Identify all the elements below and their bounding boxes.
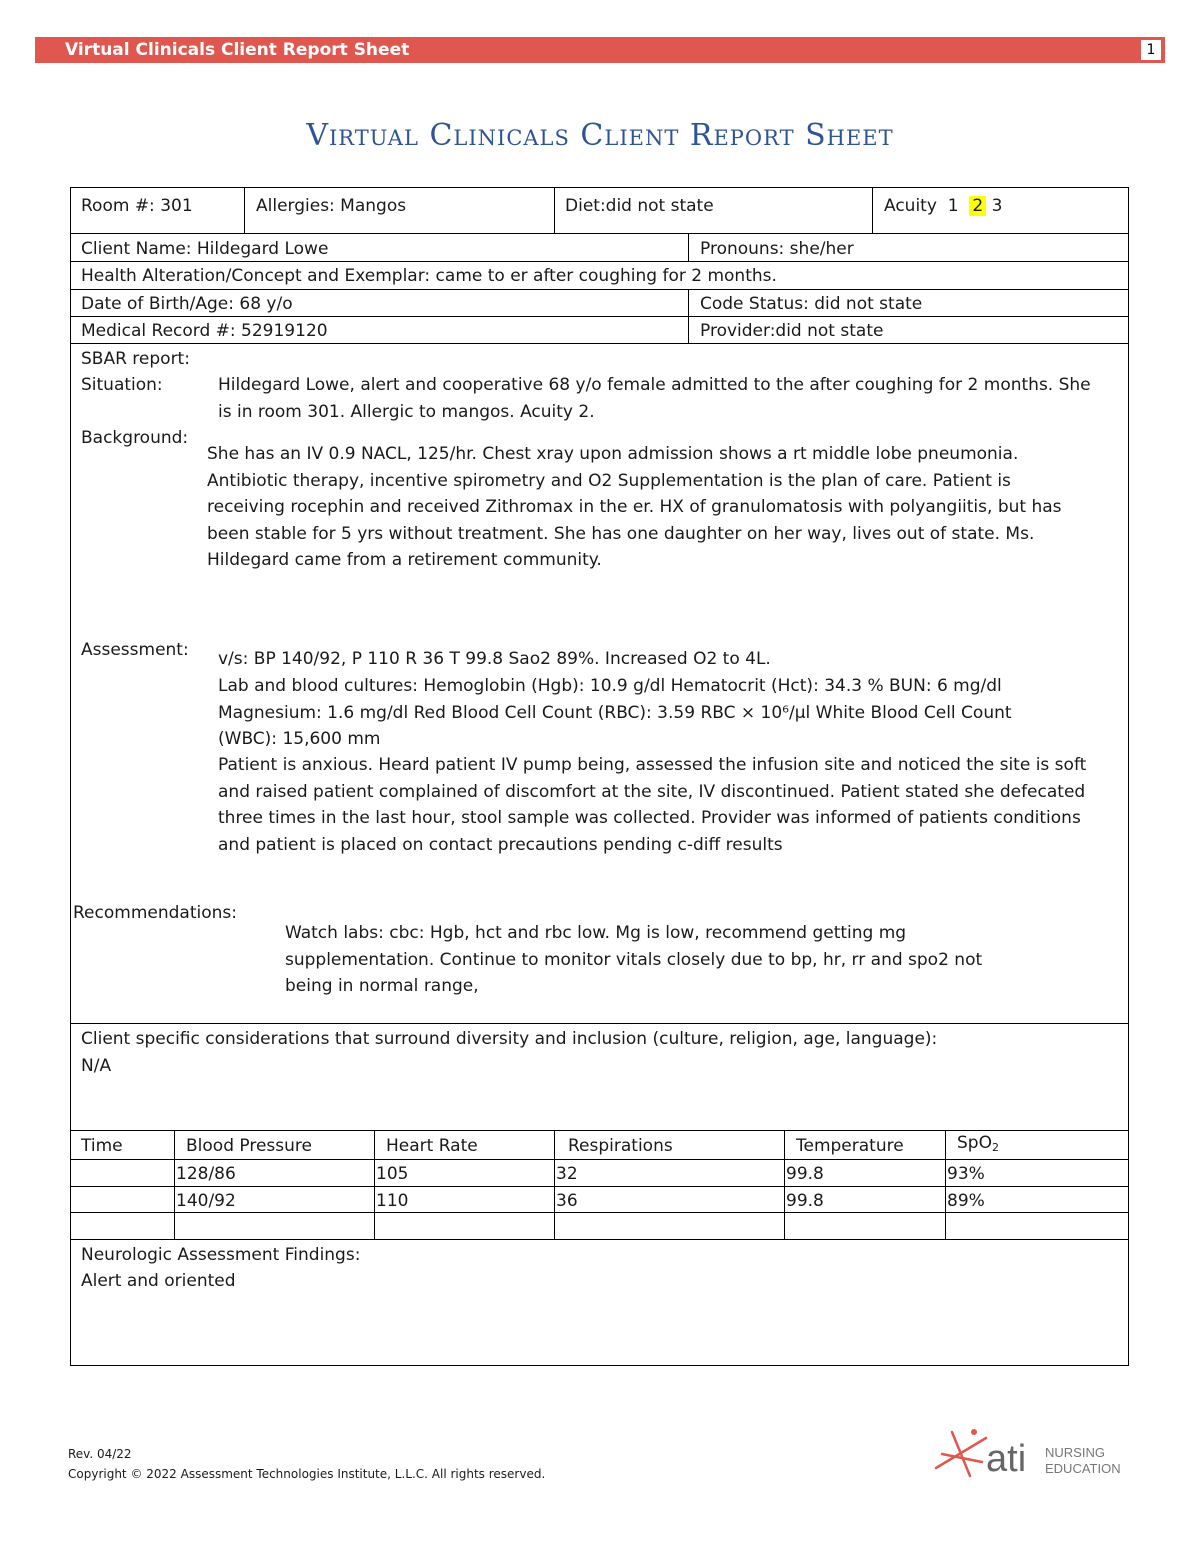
vitals-header-resp: Respirations xyxy=(568,1136,673,1156)
vitals-row1-resp: 32 xyxy=(556,1164,578,1184)
vitals-row1-temp: 99.8 xyxy=(786,1164,824,1184)
neuro-value: Alert and oriented xyxy=(81,1271,236,1291)
acuity-3: 3 xyxy=(991,196,1003,216)
revision: Rev. 04/22 xyxy=(68,1447,132,1461)
vitals-header-spo2: SpO$_2$ xyxy=(957,1133,999,1154)
client-name: Client Name: Hildegard Lowe xyxy=(81,239,329,259)
logo-mark-icon xyxy=(936,1429,986,1476)
header-title: Virtual Clinicals Client Report Sheet xyxy=(65,40,410,60)
vitals-row2-resp: 36 xyxy=(556,1191,578,1211)
assessment-notes: Patient is anxious. Heard patient IV pump being, assessed the infusion site and noticed the site is soft and raised patient complained of discomfort at the site, IV discontinued. Patient stated she defecated three times in the last hour, stool sample was collected. Provider was informed of patients conditions and patient is placed on contact precautions pending c-diff results xyxy=(218,755,1087,855)
vitals-header-bp: Blood Pressure xyxy=(186,1136,312,1156)
vitals-row1-bp: 128/86 xyxy=(176,1164,236,1184)
diversity-label: Client specific considerations that surround diversity and inclusion (culture, religion, age, language): xyxy=(81,1029,938,1049)
code-status: Code Status: did not state xyxy=(700,294,923,314)
logo-line1: NURSING xyxy=(1045,1445,1105,1460)
recommendations-text: Watch labs: cbc: Hgb, hct and rbc low. Mg is low, recommend getting mg supplementation. Continue to monitor vitals closely due to bp, hr, rr and spo2 not being in normal range, xyxy=(285,923,983,996)
vitals-row1-spo2: 93% xyxy=(947,1164,985,1184)
logo-brand: ati xyxy=(986,1438,1027,1480)
vitals-row2-spo2: 89% xyxy=(947,1191,985,1211)
vitals-row2-hr: 110 xyxy=(376,1191,409,1211)
page-title: Virtual Clinicals Client Report Sheet xyxy=(306,118,894,153)
background-text: She has an IV 0.9 NACL, 125/hr. Chest xray upon admission shows a rt middle lobe pneumonia. Antibiotic therapy, incentive spirometry and O2 Supplementation is the plan of care. Patient is receiving rocephin and received Zithromax in the er. HX of granulomatosis with polyangiitis, but has been stable for 5 yrs without treatment. She has one daughter on her way, lives out of state. Ms. Hildegard came from a retirement community. xyxy=(207,444,1062,570)
assessment-labs: Lab and blood cultures: Hemoglobin (Hgb): 10.9 g/dl Hematocrit (Hct): 34.3 % BUN: 6 mg/dl Magnesium: 1.6 mg/dl Red Blood Cell Count (RBC): 3.59 RBC × 10⁶/µl White Blood Cell Count (WBC): 15,600 mm xyxy=(218,676,1012,749)
assessment-label: Assessment: xyxy=(81,640,189,660)
acuity xyxy=(884,193,1002,219)
logo-line2: EDUCATION xyxy=(1045,1461,1121,1476)
allergies: Allergies: Mangos xyxy=(256,196,407,216)
room-number: Room #: 301 xyxy=(81,196,193,216)
background-label: Background: xyxy=(81,428,189,448)
ati-nursing-education-logo xyxy=(930,1424,1130,1484)
date-of-birth: Date of Birth/Age: 68 y/o xyxy=(81,294,293,314)
sbar-heading: SBAR report: xyxy=(81,349,190,369)
header-bar xyxy=(35,37,1165,63)
page-number-box xyxy=(1141,40,1161,60)
diversity-value: N/A xyxy=(81,1056,112,1076)
page-number: 1 xyxy=(1146,42,1156,58)
recommendations-label: Recommendations: xyxy=(73,903,237,923)
copyright: Copyright © 2022 Assessment Technologies Institute, L.L.C. All rights reserved. xyxy=(68,1467,546,1481)
pronouns: Pronouns: she/her xyxy=(700,239,854,259)
medical-record-number: Medical Record #: 52919120 xyxy=(81,321,328,341)
vitals-header-hr: Heart Rate xyxy=(386,1136,478,1156)
provider: Provider:did not state xyxy=(700,321,884,341)
neuro-label: Neurologic Assessment Findings: xyxy=(81,1245,361,1265)
situation-text: Hildegard Lowe, alert and cooperative 68 y/o female admitted to the after coughing for 2 months. She is in room 301. Allergic to mangos. Acuity 2. xyxy=(218,375,1091,422)
situation-label: Situation: xyxy=(81,375,163,395)
diet: Diet:did not state xyxy=(565,196,714,216)
acuity-1: 1 xyxy=(947,196,959,216)
vitals-row2-bp: 140/92 xyxy=(176,1191,236,1211)
assessment-vitals: v/s: BP 140/92, P 110 R 36 T 99.8 Sao2 89%. Increased O2 to 4L. xyxy=(218,649,771,669)
acuity-2-highlighted: 2 xyxy=(969,196,986,216)
acuity-label: Acuity xyxy=(884,196,937,216)
vitals-row2-temp: 99.8 xyxy=(786,1191,824,1211)
vitals-row1-hr: 105 xyxy=(376,1164,409,1184)
vitals-header-temp: Temperature xyxy=(796,1136,904,1156)
vitals-header-time: Time xyxy=(81,1136,123,1156)
health-alteration: Health Alteration/Concept and Exemplar: came to er after coughing for 2 months. xyxy=(81,266,777,286)
